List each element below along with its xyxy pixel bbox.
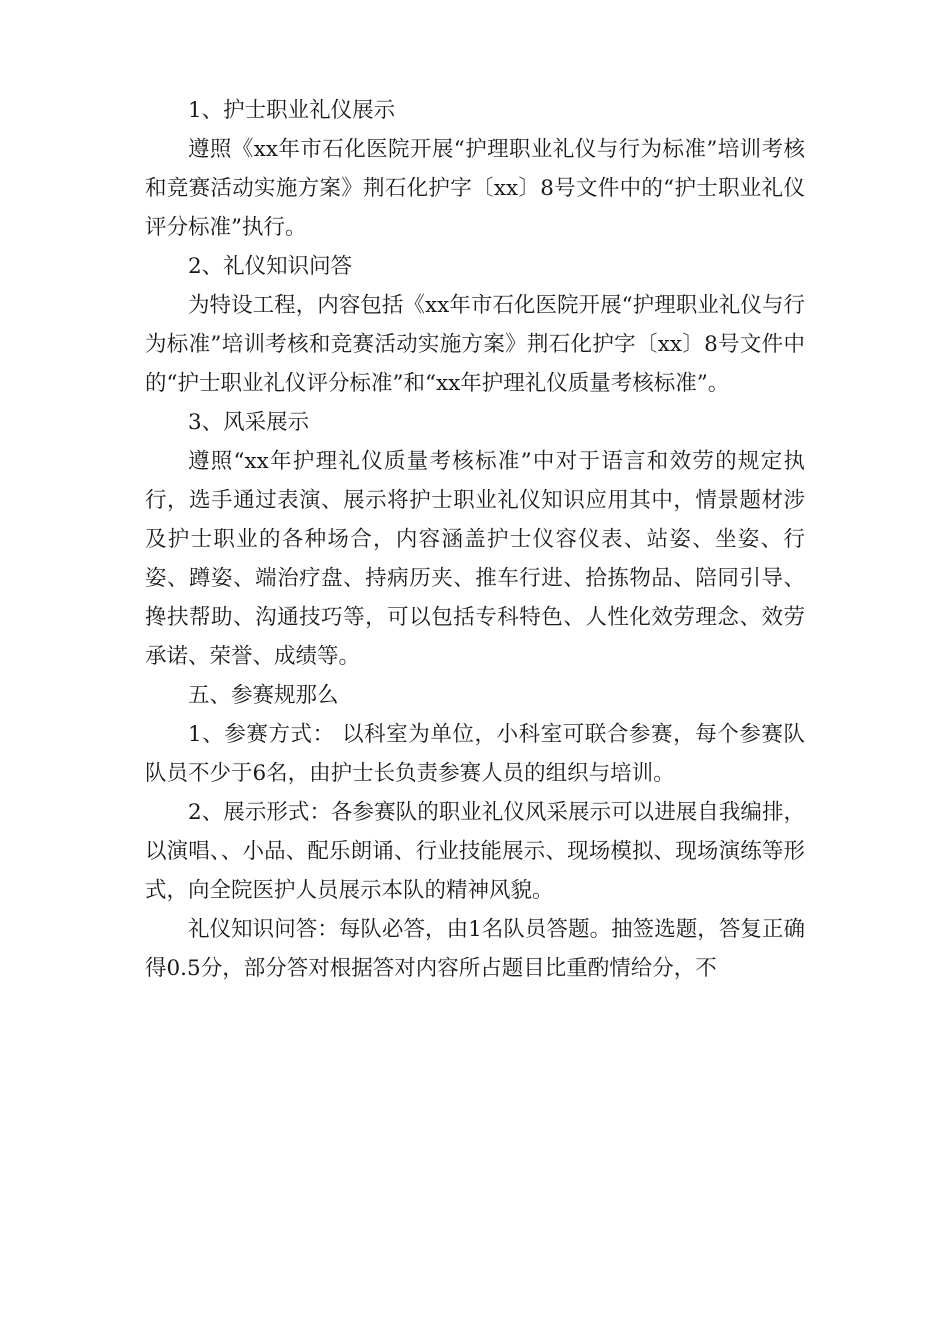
paragraph-participation-method: 1、参赛方式： 以科室为单位，小科室可联合参赛，每个参赛队队员不少于6名，由护士长负责参赛人员的组织与培训。 [145, 722, 805, 786]
paragraph-etiquette-display: 遵照《xx年市石化医院开展“护理职业礼仪与行为标准”培训考核和竞赛活动实施方案》荆石化护字〔xx〕8号文件中的“护士职业礼仪评分标准”执行。 [145, 137, 805, 240]
heading-style-display: 3、风采展示 [188, 410, 310, 435]
heading-competition-rules: 五、参赛规那么 [188, 683, 339, 708]
paragraph-etiquette-quiz: 为特设工程，内容包括《xx年市石化医院开展“护理职业礼仪与行为标准”培训考核和竞赛活动实施方案》荆石化护字〔xx〕8号文件中的“护士职业礼仪评分标准”和“xx年护理礼仪质量考核标准”。 [145, 293, 805, 396]
paragraph-style-display: 遵照“xx年护理礼仪质量考核标准”中对于语言和效劳的规定执行，选手通过表演、展示将护士职业礼仪知识应用其中，情景题材涉及护士职业的各种场合，内容涵盖护士仪容仪表、站姿、坐姿、行姿、蹲姿、端治疗盘、持病历夹、推车行进、拾拣物品、陪同引导、搀扶帮助、沟通技巧等，可以包括专科特色、人性化效劳理念、效劳承诺、荣誉、成绩等。 [145, 449, 805, 669]
paragraph-display-format: 2、展示形式：各参赛队的职业礼仪风采展示可以进展自我编排，以演唱、、小品、配乐朗诵、行业技能展示、现场模拟、现场演练等形式，向全院医护人员展示本队的精神风貌。 [145, 800, 805, 903]
document-body [145, 91, 805, 988]
paragraph-quiz-scoring: 礼仪知识问答：每队必答，由1名队员答题。抽签选题，答复正确得0.5分，部分答对根据答对内容所占题目比重酌情给分，不 [145, 917, 805, 981]
heading-etiquette-display: 1、护士职业礼仪展示 [188, 98, 396, 123]
heading-etiquette-quiz: 2、礼仪知识问答 [188, 254, 353, 279]
